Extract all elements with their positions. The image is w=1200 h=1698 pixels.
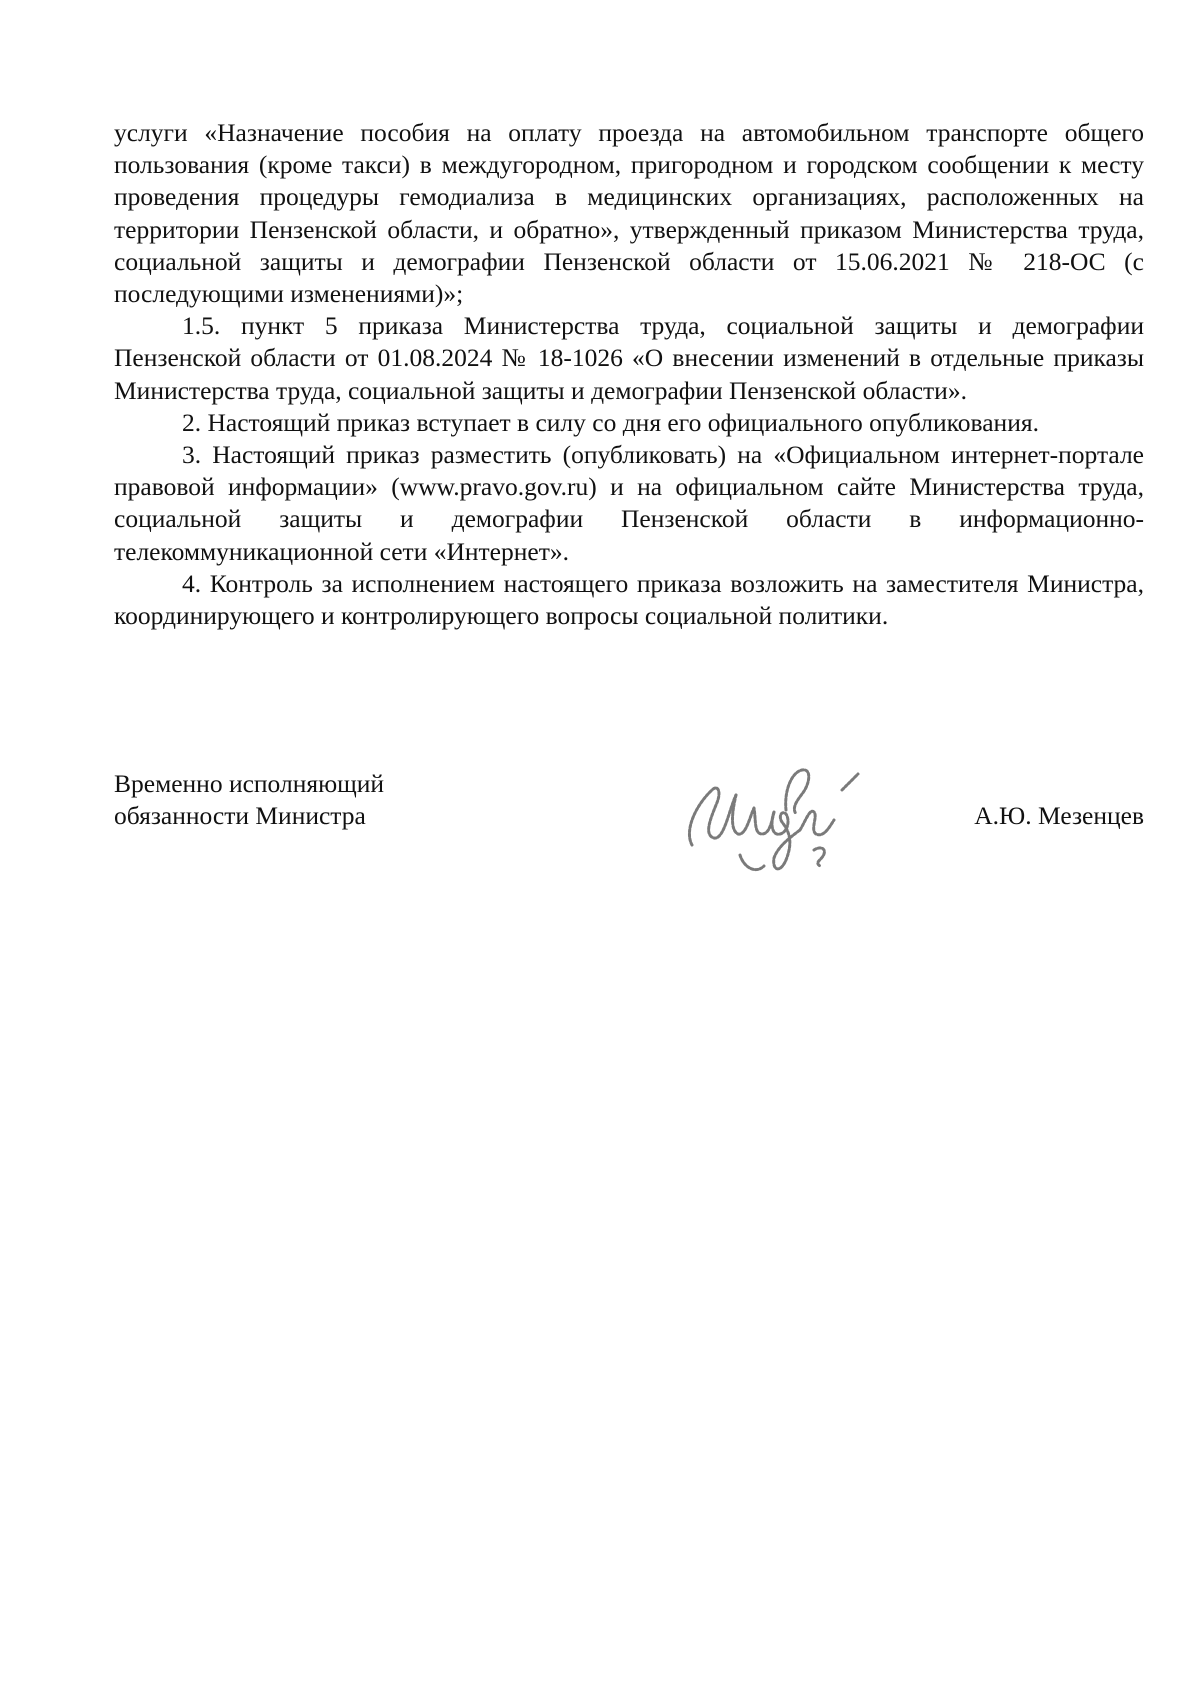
signatory-position	[114, 768, 384, 832]
handwritten-signature	[674, 750, 864, 890]
paragraph-continuation: услуги «Назначение пособия на оплату проезда на автомобильном транспорте общего пользования (кроме такси) в междугородном, пригородном и городском сообщении к месту проведения процедуры гемодиализа в медицинских организациях, расположенных на территории Пензенской области, и обратно», утвержденный приказом Министерства труда, социальной защиты и демографии Пензенской области от 15.06.2021 № 218-ОС (с последующими изменениями)»;	[114, 118, 1144, 309]
signature-block	[114, 768, 1144, 898]
signatory-position-line-1: Временно исполняющий	[114, 769, 385, 798]
paragraph-item-1-5: 1.5. пункт 5 приказа Министерства труда, социальной защиты и демографии Пензенской области от 01.08.2024 № 18-1026 «О внесении изменений в отдельные приказы Министерства труда, социальной защиты и демографии Пензенской области».	[114, 311, 1144, 405]
paragraph-item-3: 3. Настоящий приказ разместить (опубликовать) на «Официальном интернет-портале правовой информации» (www.pravo.gov.ru) и на официальном сайте Министерства труда, социальной защиты и демографии Пензенской области в информационно-телекоммуникационной сети «Интернет».	[114, 440, 1144, 566]
signatory-position-line-2: обязанности Министра	[114, 801, 366, 831]
paragraph-item-4: 4. Контроль за исполнением настоящего приказа возложить на заместителя Министра, координирующего и контролирующего вопросы социальной политики.	[114, 568, 1144, 631]
paragraph-item-2: 2. Настоящий приказ вступает в силу со дня его официального опубликования.	[182, 407, 1039, 437]
document-body	[114, 117, 1144, 632]
signatory-name: А.Ю. Мезенцев	[974, 801, 1144, 830]
